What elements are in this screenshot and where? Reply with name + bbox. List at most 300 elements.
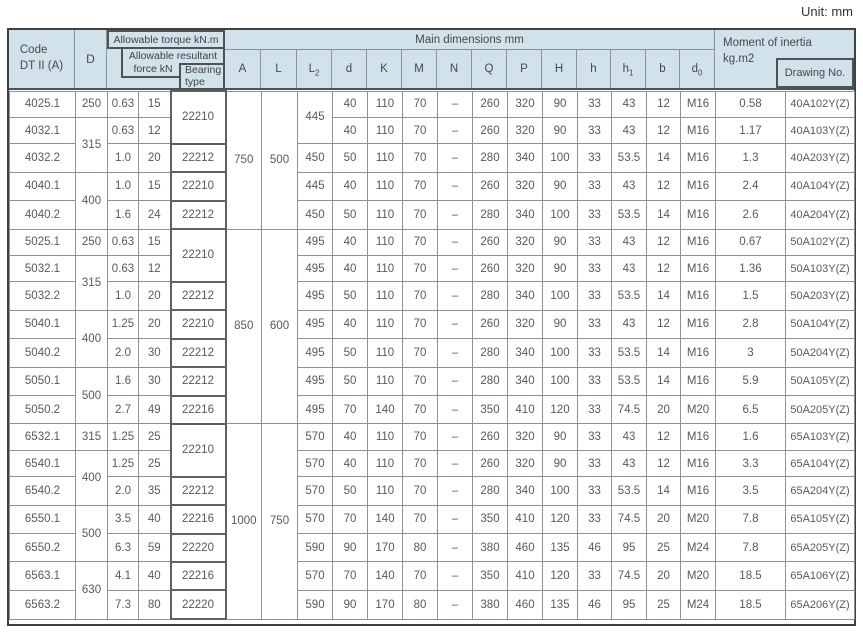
cell-K: 110 (368, 91, 403, 117)
col-header-Q: Q (472, 50, 507, 88)
cell-K: 110 (368, 255, 403, 281)
cell-torque: 2.0 (108, 339, 139, 367)
cell-L2: 495 (298, 229, 333, 255)
cell-P: 320 (508, 91, 543, 117)
cell-inertia: 3 (716, 339, 786, 367)
spec-table (7, 28, 856, 626)
cell-P: 340 (508, 201, 543, 229)
cell-b: 12 (647, 117, 681, 143)
cell-d0: M16 (681, 310, 716, 338)
cell-b: 14 (647, 477, 681, 505)
cell-H: 120 (543, 396, 578, 424)
cell-Q: 350 (473, 562, 508, 590)
cell-code: 5050.1 (10, 367, 76, 395)
cell-P: 340 (508, 282, 543, 310)
cell-h1: 43 (612, 172, 647, 200)
cell-N: – (438, 590, 473, 619)
cell-d0: M16 (681, 229, 716, 255)
cell-N: – (438, 201, 473, 229)
cell-code: 6540.2 (10, 477, 76, 505)
cell-torque: 0.63 (108, 117, 139, 143)
cell-P: 340 (508, 339, 543, 367)
cell-Q: 260 (473, 450, 508, 476)
cell-drawing: 50A203Y(Z) (786, 282, 855, 310)
col-header-code-line2: DT II (A) (19, 60, 64, 72)
cell-torque: 0.63 (108, 229, 139, 255)
cell-b: 12 (647, 172, 681, 200)
cell-code: 6563.2 (10, 590, 76, 619)
cell-h: 33 (578, 477, 612, 505)
col-header-bearing-type (179, 63, 225, 90)
cell-drawing: 65A104Y(Z) (786, 450, 855, 476)
cell-M: 70 (403, 367, 438, 395)
cell-force: 59 (139, 534, 171, 562)
cell-L2: 570 (298, 477, 333, 505)
cell-h1: 53.5 (612, 339, 647, 367)
col-header-M: M (402, 50, 437, 88)
cell-d: 40 (333, 91, 368, 117)
cell-h1: 95 (612, 590, 647, 619)
cell-force: 12 (139, 117, 171, 143)
cell-h1: 43 (612, 91, 647, 117)
cell-H: 100 (543, 477, 578, 505)
cell-inertia: 6.5 (716, 396, 786, 424)
cell-force: 20 (139, 282, 171, 310)
table-row (10, 117, 855, 143)
cell-d0: M16 (681, 201, 716, 229)
cell-D: 500 (76, 505, 108, 562)
cell-force: 30 (139, 339, 171, 367)
cell-bearing: 22216 (171, 396, 226, 424)
cell-P: 320 (508, 229, 543, 255)
cell-d: 40 (333, 229, 368, 255)
table-row (10, 172, 855, 200)
cell-inertia: 1.36 (716, 255, 786, 281)
cell-N: – (438, 172, 473, 200)
cell-torque: 1.6 (108, 201, 139, 229)
cell-drawing: 40A204Y(Z) (786, 201, 855, 229)
cell-h1: 53.5 (612, 201, 647, 229)
cell-code: 5032.1 (10, 255, 76, 281)
cell-Q: 260 (473, 117, 508, 143)
cell-drawing: 50A104Y(Z) (786, 310, 855, 338)
cell-force: 24 (139, 201, 171, 229)
cell-Q: 260 (473, 229, 508, 255)
cell-Q: 380 (473, 590, 508, 619)
cell-D: 400 (76, 310, 108, 367)
cell-d: 50 (333, 367, 368, 395)
cell-b: 20 (647, 505, 681, 533)
col-header-drawing-no: Drawing No. (776, 58, 854, 88)
cell-d: 40 (333, 424, 368, 450)
cell-P: 410 (508, 396, 543, 424)
cell-H: 100 (543, 282, 578, 310)
cell-N: – (438, 117, 473, 143)
cell-D: 250 (76, 229, 108, 255)
table-row (10, 339, 855, 367)
moment-line2: kg.m2 (723, 53, 755, 66)
cell-torque: 2.0 (108, 477, 139, 505)
cell-d0: M20 (681, 505, 716, 533)
cell-inertia: 0.58 (716, 91, 786, 117)
cell-P: 340 (508, 144, 543, 172)
cell-P: 410 (508, 505, 543, 533)
cell-h1: 95 (612, 534, 647, 562)
cell-inertia: 18.5 (716, 590, 786, 619)
cell-bearing: 22216 (171, 562, 226, 590)
cell-inertia: 3.5 (716, 477, 786, 505)
cell-K: 110 (368, 477, 403, 505)
cell-D: 400 (76, 450, 108, 505)
cell-code: 6550.2 (10, 534, 76, 562)
cell-A: 1000 (226, 424, 262, 619)
cell-L2: 450 (298, 144, 333, 172)
col-header-K: K (367, 50, 402, 88)
cell-force: 20 (139, 310, 171, 338)
cell-D: 250 (76, 91, 108, 117)
cell-drawing: 65A105Y(Z) (786, 505, 855, 533)
cell-d0: M16 (681, 144, 716, 172)
cell-N: – (438, 450, 473, 476)
cell-inertia: 1.3 (716, 144, 786, 172)
cell-d0: M16 (681, 91, 716, 117)
cell-bearing: 22210 (171, 310, 226, 338)
cell-h: 33 (578, 172, 612, 200)
cell-Q: 280 (473, 144, 508, 172)
cell-force: 15 (139, 91, 171, 117)
cell-L2: 445 (298, 172, 333, 200)
bearing-line1: Bearing (185, 63, 222, 76)
cell-code: 5040.2 (10, 339, 76, 367)
resultant-line1: Allowable resultant (128, 50, 218, 62)
cell-P: 320 (508, 450, 543, 476)
cell-h1: 43 (612, 450, 647, 476)
cell-d0: M16 (681, 117, 716, 143)
cell-H: 90 (543, 117, 578, 143)
cell-M: 70 (403, 229, 438, 255)
cell-d: 40 (333, 310, 368, 338)
cell-P: 320 (508, 424, 543, 450)
cell-H: 100 (543, 144, 578, 172)
cell-N: – (438, 91, 473, 117)
cell-N: – (438, 310, 473, 338)
col-header-d: D (75, 30, 107, 88)
cell-M: 70 (403, 282, 438, 310)
cell-M: 70 (403, 144, 438, 172)
cell-H: 90 (543, 450, 578, 476)
cell-torque: 0.63 (108, 255, 139, 281)
table-row (10, 229, 855, 255)
cell-N: – (438, 505, 473, 533)
cell-H: 90 (543, 255, 578, 281)
cell-inertia: 2.4 (716, 172, 786, 200)
cell-force: 15 (139, 229, 171, 255)
cell-h: 33 (578, 255, 612, 281)
cell-code: 6540.1 (10, 450, 76, 476)
cell-L2: 495 (298, 396, 333, 424)
cell-torque: 4.1 (108, 562, 139, 590)
cell-H: 90 (543, 172, 578, 200)
cell-force: 30 (139, 367, 171, 395)
cell-N: – (438, 144, 473, 172)
cell-h1: 43 (612, 310, 647, 338)
cell-L2: 570 (298, 424, 333, 450)
cell-L: 500 (262, 91, 298, 229)
cell-K: 110 (368, 201, 403, 229)
cell-inertia: 1.17 (716, 117, 786, 143)
cell-P: 320 (508, 117, 543, 143)
cell-inertia: 1.5 (716, 282, 786, 310)
cell-Q: 280 (473, 367, 508, 395)
cell-K: 140 (368, 505, 403, 533)
spec-table-body (9, 90, 855, 620)
cell-H: 135 (543, 534, 578, 562)
col-header-L: L (261, 50, 297, 88)
cell-code: 5025.1 (10, 229, 76, 255)
cell-N: – (438, 534, 473, 562)
cell-d0: M20 (681, 396, 716, 424)
cell-N: – (438, 282, 473, 310)
table-row (10, 477, 855, 505)
cell-h: 33 (578, 229, 612, 255)
cell-bearing: 22220 (171, 534, 226, 562)
cell-inertia: 0.67 (716, 229, 786, 255)
cell-torque: 1.0 (108, 282, 139, 310)
cell-torque: 2.7 (108, 396, 139, 424)
cell-L2: 590 (298, 534, 333, 562)
cell-K: 110 (368, 172, 403, 200)
cell-inertia: 5.9 (716, 367, 786, 395)
cell-M: 70 (403, 424, 438, 450)
cell-L2: 570 (298, 450, 333, 476)
cell-d: 90 (333, 534, 368, 562)
bearing-line2: type (185, 75, 205, 88)
cell-force: 12 (139, 255, 171, 281)
cell-N: – (438, 562, 473, 590)
cell-force: 25 (139, 424, 171, 450)
cell-d: 70 (333, 562, 368, 590)
cell-drawing: 40A104Y(Z) (786, 172, 855, 200)
cell-M: 70 (403, 505, 438, 533)
cell-bearing: 22212 (171, 477, 226, 505)
table-row (10, 255, 855, 281)
cell-d0: M20 (681, 562, 716, 590)
cell-d0: M16 (681, 424, 716, 450)
cell-D: 400 (76, 172, 108, 229)
cell-H: 90 (543, 310, 578, 338)
cell-M: 70 (403, 91, 438, 117)
cell-d0: M16 (681, 255, 716, 281)
cell-d: 50 (333, 477, 368, 505)
cell-torque: 1.25 (108, 424, 139, 450)
cell-h1: 53.5 (612, 477, 647, 505)
cell-code: 4040.2 (10, 201, 76, 229)
cell-d: 40 (333, 117, 368, 143)
cell-Q: 350 (473, 505, 508, 533)
cell-bearing: 22212 (171, 144, 226, 172)
cell-L2: 450 (298, 201, 333, 229)
col-header-allowable-torque: Allowable torque kN.m (107, 30, 225, 49)
col-header-main-dimensions: Main dimensions mm (225, 30, 715, 50)
table-row (10, 282, 855, 310)
col-header-N: N (437, 50, 472, 88)
table-row (10, 424, 855, 450)
cell-M: 70 (403, 255, 438, 281)
table-row (10, 396, 855, 424)
cell-code: 6550.1 (10, 505, 76, 533)
cell-code: 5040.1 (10, 310, 76, 338)
cell-L2: 570 (298, 562, 333, 590)
cell-M: 70 (403, 477, 438, 505)
cell-d: 50 (333, 339, 368, 367)
cell-K: 140 (368, 562, 403, 590)
cell-torque: 7.3 (108, 590, 139, 619)
cell-h: 33 (578, 562, 612, 590)
cell-Q: 260 (473, 172, 508, 200)
cell-K: 110 (368, 450, 403, 476)
cell-torque: 1.0 (108, 144, 139, 172)
cell-d: 40 (333, 255, 368, 281)
cell-N: – (438, 477, 473, 505)
cell-code: 4032.1 (10, 117, 76, 143)
cell-P: 340 (508, 367, 543, 395)
cell-b: 12 (647, 91, 681, 117)
cell-inertia: 18.5 (716, 562, 786, 590)
table-row (10, 144, 855, 172)
cell-d: 50 (333, 282, 368, 310)
cell-d0: M16 (681, 450, 716, 476)
cell-L2: 495 (298, 310, 333, 338)
cell-M: 80 (403, 534, 438, 562)
table-row (10, 310, 855, 338)
cell-bearing: 22220 (171, 590, 226, 619)
cell-d: 40 (333, 172, 368, 200)
cell-K: 110 (368, 367, 403, 395)
cell-code: 4025.1 (10, 91, 76, 117)
cell-D: 315 (76, 255, 108, 310)
table-row (10, 450, 855, 476)
cell-d: 50 (333, 144, 368, 172)
cell-code: 5050.2 (10, 396, 76, 424)
cell-inertia: 2.8 (716, 310, 786, 338)
cell-drawing: 50A102Y(Z) (786, 229, 855, 255)
cell-force: 40 (139, 505, 171, 533)
cell-bearing: 22212 (171, 339, 226, 367)
cell-drawing: 65A205Y(Z) (786, 534, 855, 562)
cell-h: 33 (578, 396, 612, 424)
cell-h1: 74.5 (612, 562, 647, 590)
cell-h1: 74.5 (612, 396, 647, 424)
cell-h: 33 (578, 91, 612, 117)
cell-force: 80 (139, 590, 171, 619)
cell-K: 170 (368, 590, 403, 619)
cell-b: 14 (647, 339, 681, 367)
cell-M: 80 (403, 590, 438, 619)
col-header-H: H (542, 50, 577, 88)
cell-bearing: 22212 (171, 282, 226, 310)
cell-d: 90 (333, 590, 368, 619)
cell-L2: 445 (298, 91, 333, 144)
cell-drawing: 40A102Y(Z) (786, 91, 855, 117)
cell-d0: M16 (681, 172, 716, 200)
cell-Q: 260 (473, 91, 508, 117)
cell-drawing: 40A203Y(Z) (786, 144, 855, 172)
cell-M: 70 (403, 117, 438, 143)
table-row (10, 534, 855, 562)
col-header-h: h (577, 50, 611, 88)
cell-N: – (438, 367, 473, 395)
cell-b: 14 (647, 201, 681, 229)
cell-b: 20 (647, 396, 681, 424)
cell-drawing: 65A206Y(Z) (786, 590, 855, 619)
cell-L: 750 (262, 424, 298, 619)
cell-Q: 280 (473, 477, 508, 505)
cell-P: 340 (508, 477, 543, 505)
table-row (10, 562, 855, 590)
cell-d: 40 (333, 450, 368, 476)
cell-h1: 43 (612, 117, 647, 143)
cell-bearing: 22210 (171, 424, 226, 477)
cell-torque: 1.6 (108, 367, 139, 395)
cell-Q: 260 (473, 424, 508, 450)
cell-P: 320 (508, 172, 543, 200)
cell-h1: 43 (612, 424, 647, 450)
table-row (10, 590, 855, 619)
cell-N: – (438, 396, 473, 424)
cell-Q: 280 (473, 339, 508, 367)
cell-M: 70 (403, 562, 438, 590)
cell-P: 460 (508, 534, 543, 562)
cell-d: 70 (333, 505, 368, 533)
cell-inertia: 3.3 (716, 450, 786, 476)
col-header-A: A (225, 50, 261, 88)
cell-P: 320 (508, 255, 543, 281)
cell-P: 410 (508, 562, 543, 590)
cell-code: 6563.1 (10, 562, 76, 590)
cell-N: – (438, 229, 473, 255)
table-row (10, 367, 855, 395)
cell-b: 12 (647, 229, 681, 255)
cell-M: 70 (403, 172, 438, 200)
col-header-h1: $h_1$ (611, 50, 646, 88)
cell-L2: 495 (298, 367, 333, 395)
cell-H: 100 (543, 339, 578, 367)
cell-torque: 1.25 (108, 310, 139, 338)
cell-Q: 280 (473, 282, 508, 310)
cell-L2: 570 (298, 505, 333, 533)
col-header-L2: $L_2$ (297, 50, 332, 88)
cell-Q: 260 (473, 310, 508, 338)
cell-b: 20 (647, 562, 681, 590)
cell-code: 6532.1 (10, 424, 76, 450)
cell-d0: M24 (681, 534, 716, 562)
cell-drawing: 50A205Y(Z) (786, 396, 855, 424)
cell-L2: 495 (298, 282, 333, 310)
cell-h: 33 (578, 339, 612, 367)
cell-d: 50 (333, 201, 368, 229)
cell-D: 630 (76, 562, 108, 619)
cell-h1: 53.5 (612, 144, 647, 172)
cell-H: 120 (543, 562, 578, 590)
cell-code: 5032.2 (10, 282, 76, 310)
cell-torque: 6.3 (108, 534, 139, 562)
cell-bearing: 22210 (171, 91, 226, 144)
cell-H: 120 (543, 505, 578, 533)
cell-K: 110 (368, 424, 403, 450)
cell-M: 70 (403, 396, 438, 424)
cell-code: 4040.1 (10, 172, 76, 200)
resultant-line2: force kN (133, 62, 173, 75)
